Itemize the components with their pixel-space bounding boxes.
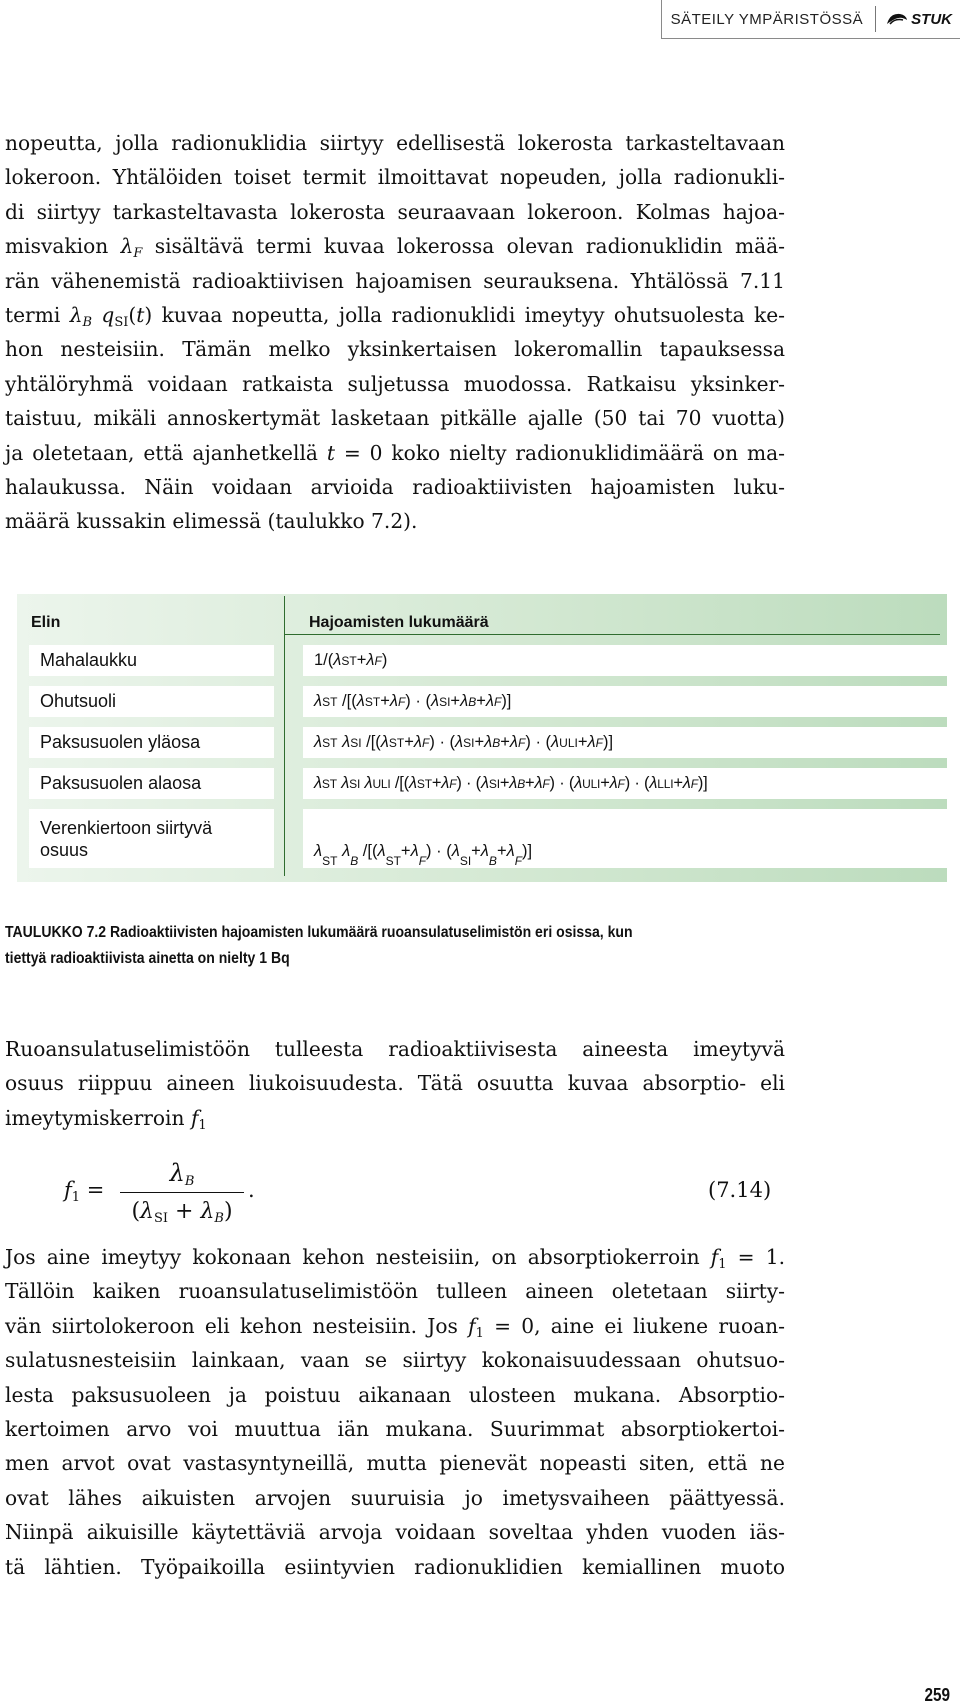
formula-lower-large-intestine: λ ST λ SI λ ULI /[( λ ST + λ F ) · ( λ SI + λ B + λ F ) · ( λ ULI + λ F ) · ( λ LLI + λ F )] xyxy=(303,768,948,799)
text-line: Niinpä aikuisille käytettäviä arvoja voidaan soveltaa yhden vuoden iäs- xyxy=(5,1520,785,1545)
text-span: ja oletetaan, että ajanhetkellä xyxy=(5,440,327,465)
caption-line: tiettyä radioaktiivista ainetta on nielty 1 Bq xyxy=(5,950,290,967)
text-line: termi $\lambda_B$ $q_{SI}(t)$ kuvaa nopeutta, jolla radionuklidi imeytyy ohutsuolesta ke- xyxy=(5,303,785,331)
equation-number: (7.14) xyxy=(708,1178,772,1202)
text-line xyxy=(5,229,785,263)
text-line: ovat lähes aikuisten arvojen suuruisia jo imetysvaiheen päättyessä. xyxy=(5,1485,785,1510)
organ-circulation-fraction: Verenkiertoon siirtyvä osuus xyxy=(29,809,274,868)
lambda-b-q-si-symbol: $\lambda_B$ $q_{SI}$ xyxy=(69,303,129,331)
equation-denominator: $(\lambda_{SI} + \lambda_B)$ xyxy=(131,1199,233,1226)
text-line: Jos aine imeytyy kokonaan kehon nesteisiin, on absorptiokerroin $f_1 = 1$. xyxy=(5,1245,785,1272)
stuk-logo xyxy=(876,11,960,28)
paragraph-intro xyxy=(5,126,785,539)
text-line: ja oletetaan, että ajanhetkellä t = 0 koko nielty radionuklidimäärä on ma- xyxy=(5,440,785,465)
text-line: yhtälöryhmä voidaan ratkaista suljetussa muodossa. Ratkaisu yksinker- xyxy=(5,371,785,396)
formula-small-intestine: λ ST /[( λ ST + λ F ) · ( λ SI + λ B + λ F )] xyxy=(303,686,948,717)
text-line: Tällöin kaiken ruoansulatuselimistöön tulleen aineen oletetaan siirty- xyxy=(5,1279,785,1304)
text-line: imeytymiskerroin $f_1$ xyxy=(5,1105,207,1133)
organ-small-intestine: Ohutsuoli xyxy=(29,686,274,717)
text-span: imeytymiskerroin xyxy=(5,1105,191,1130)
f1-symbol: f xyxy=(190,1105,199,1130)
equation-period: . xyxy=(248,1178,255,1202)
text-span: kuvaa nopeutta, jolla radionuklidi imeytyy ohutsuolesta ke- xyxy=(152,303,785,328)
formula-circulation-fraction: λ ST λ B /[( λ ST + λ F ) · ( λ SI + λ B + λ F )] xyxy=(303,809,948,868)
text-line: nopeutta, jolla radionuklidia siirtyy edellisestä lokerosta tarkasteltavaan xyxy=(5,131,785,155)
table-7-2 xyxy=(17,594,947,882)
paragraph-absorption-factor xyxy=(5,1240,785,1584)
text-span: vän siirtolokeroon eli kehon nesteisiin. Jos xyxy=(5,1313,469,1338)
fraction-bar xyxy=(120,1192,244,1193)
text-line: tä lähtien. Työpaikoilla esiintyvien radionuklidien kemiallinen muoto xyxy=(5,1554,785,1579)
stuk-emblem-icon xyxy=(886,12,908,26)
text-line: lesta paksusuoleen ja poistuu aikanaan ulosteen mukana. Absorptio- xyxy=(5,1382,785,1407)
column-divider xyxy=(284,596,285,876)
text-line: hon nesteisiin. Tämän melko yksinkertaisen lokeromallin tapauksessa xyxy=(5,337,785,362)
text-line: men arvot ovat vastasyntyneillä, mutta pienevät nopeasti siten, että ne xyxy=(5,1451,785,1476)
text-line: halaukussa. Näin voidaan arvioida radioaktiivisten hajoamisten luku- xyxy=(5,475,785,500)
caption-line: TAULUKKO 7.2 Radioaktiivisten hajoamisten lukumäärä ruoansulatuselimistön eri osissa, kun xyxy=(5,924,633,941)
text-span: = 1. xyxy=(726,1245,785,1269)
text-line: di siirtyy tarkasteltavasta lokerosta seuraavaan lokeroon. Kolmas hajoa- xyxy=(5,199,785,224)
column-header-organ: Elin xyxy=(31,614,61,631)
text-span: koko nielty radionuklidimäärä on ma- xyxy=(382,440,785,465)
lambda-f-symbol: $\lambda_F$ xyxy=(120,234,143,262)
formula-stomach: 1/( λ ST + λ F ) xyxy=(303,645,948,676)
column-header-decays: Hajoamisten lukumäärä xyxy=(309,614,489,631)
text-line: vän siirtolokeroon eli kehon nesteisiin. Jos $f_1 = 0$, aine ei liukene ruoan- xyxy=(5,1313,786,1341)
equation-7-14 xyxy=(0,1156,790,1236)
text-line: kertoimen arvo voi muuttua iän mukana. Suurimmat absorptiokertoi- xyxy=(5,1417,785,1442)
logo-text: STUK xyxy=(911,10,952,28)
running-header xyxy=(661,0,960,39)
text-span: sisältävä termi kuvaa lokerossa olevan radionuklidin mää- xyxy=(142,234,785,259)
text-line: osuus riippuu aineen liukoisuudesta. Tätä osuutta kuvaa absorptio- eli xyxy=(5,1071,785,1096)
text-span: misvakion xyxy=(5,234,121,259)
text-line: lokeroon. Yhtälöiden toiset termit ilmoittavat nopeuden, jolla radionukli- xyxy=(5,165,785,190)
equation-numerator: $\lambda_B$ xyxy=(169,1159,195,1189)
table-caption xyxy=(5,920,784,972)
text-line: sulatusnesteisiin lainkaan, vaan se siirtyy kokonaisuudessaan ohutsuo- xyxy=(5,1348,785,1373)
header-rule xyxy=(284,634,940,635)
organ-upper-large-intestine: Paksusuolen yläosa xyxy=(29,727,274,758)
text-span: = 0, aine ei liukene ruoan- xyxy=(483,1313,786,1338)
text-line: rän vähenemistä radioaktiivisen hajoamisen seurauksena. Yhtälössä 7.11 xyxy=(5,268,785,293)
equation-fraction xyxy=(120,1156,244,1229)
text-line: Ruoansulatuselimistöön tulleesta radioaktiivisesta aineesta imeytyvä xyxy=(5,1037,785,1061)
text-line: määrä kussakin elimessä (taulukko 7.2). xyxy=(5,509,418,534)
organ-lower-large-intestine: Paksusuolen alaosa xyxy=(29,768,274,799)
organ-stomach: Mahalaukku xyxy=(29,645,274,676)
text-line: taistuu, mikäli annoskertymät lasketaan pitkälle ajalle (50 tai 70 vuotta) xyxy=(5,406,785,431)
text-span: termi xyxy=(5,303,70,328)
equation-lhs: $f_1$ = xyxy=(64,1178,105,1205)
paragraph-absorption xyxy=(5,1032,785,1135)
section-title: SÄTEILY YMPÄRISTÖSSÄ xyxy=(670,10,864,28)
text-span: Jos aine imeytyy kokonaan kehon nesteisiin, on absorptiokerroin xyxy=(5,1245,711,1269)
formula-upper-large-intestine: λ ST λ SI /[( λ ST + λ F ) · ( λ SI + λ B + λ F ) · ( λ ULI + λ F )] xyxy=(303,727,948,758)
page-number: 259 xyxy=(924,1685,950,1705)
